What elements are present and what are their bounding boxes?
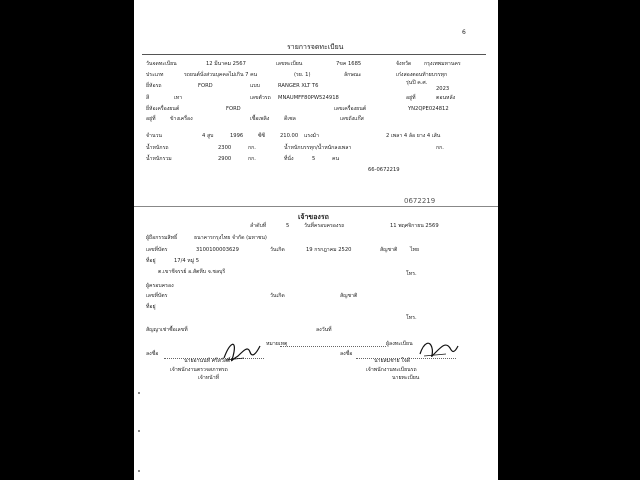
owner-birth-value: 19 กรกฎาคม 2520 bbox=[306, 247, 352, 253]
left-official-role-full: เจ้าพนักงานตรวจสภาพรถ bbox=[170, 367, 228, 373]
total-weight-unit: กก. bbox=[248, 156, 256, 162]
possessor-address-label: ที่อยู่ bbox=[146, 304, 156, 310]
engine-brand-value: FORD bbox=[226, 106, 241, 112]
holder-value: ธนาคารกรุงไทย จำกัด (มหาชน) bbox=[194, 235, 267, 241]
remark-line bbox=[280, 346, 386, 347]
owner-address-label: ที่อยู่ bbox=[146, 258, 156, 264]
engine-location-label: อยู่ที่ bbox=[146, 116, 156, 122]
serial-overlap: 0672219 bbox=[404, 197, 436, 205]
left-sign-label: ลงชื่อ bbox=[146, 351, 159, 357]
fuel-value: ดีเซล bbox=[284, 116, 296, 122]
province-value: กรุงเทพมหานคร bbox=[424, 61, 461, 67]
chassis-location-label: อยู่ที่ bbox=[406, 95, 416, 101]
load-weight-label: น้ำหนักบรรทุก/น้ำหนักลงเพลา bbox=[284, 145, 352, 151]
brand-label: ยี่ห้อรถ bbox=[146, 83, 162, 89]
province-label: จังหวัด bbox=[396, 61, 412, 67]
model-value: RANGER XLT T6 bbox=[278, 83, 319, 89]
scan-mark bbox=[138, 470, 140, 472]
color-value: เทา bbox=[174, 95, 183, 101]
registrar-label: ผู้ลงทะเบียน bbox=[386, 341, 413, 347]
vehicle-type-value: รถยนต์นั่งส่วนบุคคลไม่เกิน 7 คน bbox=[184, 72, 258, 78]
owner-id-value: 3100100003629 bbox=[196, 247, 239, 253]
color-label: สี bbox=[146, 95, 150, 101]
vehicle-style-label: ลักษณะ bbox=[344, 72, 362, 78]
vehicle-weight-label: น้ำหนักรถ bbox=[146, 145, 169, 151]
contract-date-label: ลงวันที่ bbox=[316, 327, 332, 333]
owner-nation-value: ไทย bbox=[410, 247, 420, 253]
model-year-label: รุ่นปี ค.ศ. bbox=[406, 80, 428, 86]
horsepower-unit: แรงม้า bbox=[304, 133, 319, 139]
owner-address-line2: ต.เขาชีจรรย์ อ.สัตหีบ จ.ชลบุรี bbox=[158, 269, 226, 275]
possessor-birth-label: วันเกิด bbox=[270, 293, 285, 299]
owner-id-label: เลขที่บัตร bbox=[146, 247, 168, 253]
vehicle-style-value: เก๋งสองตอนท้ายบรรทุก bbox=[396, 72, 448, 78]
plate-value: 7ขค 1685 bbox=[336, 61, 362, 67]
brand-value: FORD bbox=[198, 83, 213, 89]
engine-no-label: เลขเครื่องยนต์ bbox=[334, 106, 367, 112]
chassis-value: MNAUMFF80PW524918 bbox=[278, 95, 339, 101]
owner-birth-label: วันเกิด bbox=[270, 247, 285, 253]
owner-nation-label: สัญชาติ bbox=[380, 247, 398, 253]
left-official-role: เจ้าหน้าที่ bbox=[198, 375, 220, 381]
cc-value: 1996 bbox=[230, 133, 244, 139]
owner-seq-label: ลำดับที่ bbox=[250, 223, 267, 229]
reg-date-value: 12 มีนาคม 2567 bbox=[206, 61, 246, 67]
right-official-role-full: เจ้าพนักงานทะเบียนรถ bbox=[366, 367, 417, 373]
possessor-phone-label: โทร. bbox=[406, 315, 417, 321]
scan-mark bbox=[138, 392, 140, 394]
right-signature-image bbox=[416, 336, 460, 362]
axle-wheel-value: 2 เพลา 4 ล้อ ยาง 4 เส้น bbox=[386, 133, 441, 139]
engine-location-value: ข้างเครื่อง bbox=[170, 116, 193, 122]
possessor-label: ผู้ครอบครอง bbox=[146, 283, 174, 289]
plate-label: เลขทะเบียน bbox=[276, 61, 303, 67]
owner-title: เจ้าของรถ bbox=[298, 213, 329, 221]
remark-label: หมายเหตุ bbox=[266, 341, 288, 347]
seat-label: ที่นั่ง bbox=[284, 156, 294, 162]
owner-phone-label: โทร. bbox=[406, 271, 417, 277]
gas-tank-label: เลขถังแก๊ส bbox=[340, 116, 364, 122]
left-official-name: นายอานนท์ ศรีสวัสดิ์ bbox=[184, 358, 231, 364]
total-weight-value: 2900 bbox=[218, 156, 232, 162]
cylinder-label: จำนวน bbox=[146, 133, 162, 139]
seat-unit: คน bbox=[332, 156, 340, 162]
model-year-value: 2023 bbox=[436, 86, 450, 92]
possession-date-label: วันที่ครอบครองรถ bbox=[304, 223, 345, 229]
engine-no-value: YN2QPE024812 bbox=[408, 106, 449, 112]
owner-seq-value: 5 bbox=[286, 223, 290, 229]
right-official-role: นายทะเบียน bbox=[392, 375, 420, 381]
header-divider bbox=[142, 54, 486, 55]
chassis-location-value: ตอนหลัง bbox=[436, 95, 456, 101]
vehicle-code: (รย. 1) bbox=[294, 72, 311, 78]
model-label: แบบ bbox=[250, 83, 260, 89]
reg-date-label: วันจดทะเบียน bbox=[146, 61, 177, 67]
serial-number: 66-0672219 bbox=[368, 167, 400, 173]
engine-brand-label: ยี่ห้อเครื่องยนต์ bbox=[146, 106, 180, 112]
page-number: 6 bbox=[462, 29, 466, 36]
cc-unit: ซีซี bbox=[258, 133, 266, 139]
right-sign-label: ลงชื่อ bbox=[340, 351, 353, 357]
load-weight-unit: กก. bbox=[436, 145, 444, 151]
document-page bbox=[134, 0, 498, 480]
scan-mark bbox=[138, 430, 140, 432]
contract-label: สัญญาเช่าซื้อเลขที่ bbox=[146, 327, 188, 333]
total-weight-label: น้ำหนักรวม bbox=[146, 156, 172, 162]
seat-value: 5 bbox=[312, 156, 316, 162]
chassis-label: เลขตัวรถ bbox=[250, 95, 271, 101]
owner-address-value: 17/4 หมู่ 5 bbox=[174, 258, 200, 264]
possessor-nation-label: สัญชาติ bbox=[340, 293, 358, 299]
vehicle-weight-value: 2300 bbox=[218, 145, 232, 151]
possession-date-value: 11 พฤศจิกายน 2569 bbox=[390, 223, 439, 229]
horsepower-value: 210.00 bbox=[280, 133, 299, 139]
fuel-label: เชื้อเพลิง bbox=[250, 116, 270, 122]
vehicle-weight-unit: กก. bbox=[248, 145, 256, 151]
holder-label: ผู้ถือกรรมสิทธิ์ bbox=[146, 235, 178, 241]
page-title: รายการจดทะเบียน bbox=[287, 43, 344, 51]
vehicle-type-label: ประเภท bbox=[146, 72, 164, 78]
right-official-name: นายสมชาย ใจดี bbox=[374, 358, 411, 364]
possessor-id-label: เลขที่บัตร bbox=[146, 293, 168, 299]
page-fold-line bbox=[134, 206, 498, 207]
cylinder-value: 4 สูบ bbox=[202, 133, 214, 139]
